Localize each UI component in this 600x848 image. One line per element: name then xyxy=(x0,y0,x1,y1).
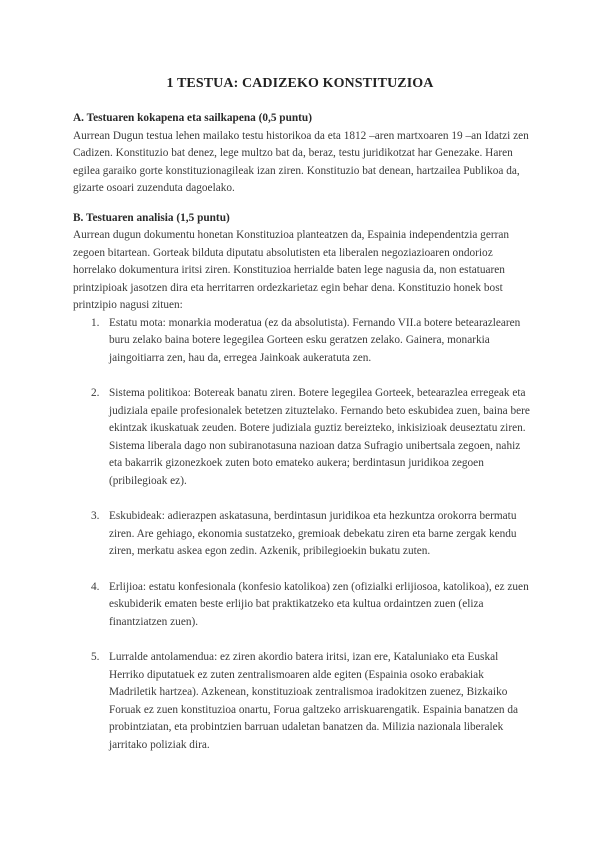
list-item-number: 1. xyxy=(91,316,100,329)
list-item xyxy=(73,579,533,632)
document-title: 1 TESTUA: CADIZEKO KONSTITUZIOA xyxy=(166,76,434,91)
list-item xyxy=(73,649,533,754)
list-item-text: Eskubideak: adierazpen askatasuna, berdintasun juridikoa eta hezkuntza orokorra bermatu ziren. Are gehiago, ekonomia sustatzeko, gremioak debekatu ziren eta barne zergak kendu ziren, merkatu askea egon zedin. Azkenik, pribilegioekin bukatu zuten. xyxy=(109,510,517,557)
list-item-number: 2. xyxy=(91,387,100,399)
document-body xyxy=(73,110,533,772)
list-item xyxy=(73,385,533,490)
list-item xyxy=(73,315,533,368)
principles-list xyxy=(73,315,533,755)
list-item-number: 4. xyxy=(91,580,100,593)
section-b-heading: B. Testuaren analisia (1,5 puntu) xyxy=(73,211,230,224)
list-item-text: Estatu mota: monarkia moderatua (ez da absolutista). Fernando VII.a botere betearazlearen buru zelako baina botere legegilea Gorteen esku geratzen zelako. Gainera, monarkia jaingoitiarra zen, hau da, erregea Jainkoak aukeratuta zen. xyxy=(109,316,521,364)
list-item-number: 3. xyxy=(91,510,100,522)
section-a-text: Aurrean Dugun testua lehen mailako testu historikoa da eta 1812 –aren martxoaren 19 –an Idatzi zen Cadizen. Konstituzio bat denez, lege multzo bat da, beraz, testu juridikotzat har Genezake. Haren egilea garaiko gorte konstituzionagileak izan ziren. Konstituzio bat denean, hartzailea Publikoa da, gizarte osoari zuzenduta dagoelako. xyxy=(73,129,529,194)
list-item-text: Erlijioa: estatu konfesionala (konfesio katolikoa) zen (ofizialki erlijiosoa, katolikoa), ez zuen eskubiderik ematen beste erlijio bat praktikatzeko eta kultua ordaintzen zuen (eliza finantziatzen zuen). xyxy=(109,580,529,628)
list-item xyxy=(73,508,533,561)
list-item-number: 5. xyxy=(91,651,100,663)
section-a-heading: A. Testuaren kokapena eta sailkapena (0,5 puntu) xyxy=(73,112,312,124)
section-spacer xyxy=(73,198,533,210)
list-item-text: Sistema politikoa: Botereak banatu ziren. Botere legegilea Gorteek, betearazlea erregeak eta judiziala epaile profesionalek betetzen zituztelako. Fernando beto eskubidea zuen, baina bere ekintzak ikuskatuak zeuden. Botere judiziala guztiz bereizteko, inkisizioak deuseztatu ziren. Sistema liberala dago non subiranotasuna nazioan datza Sufragio unibertsala zegoen, nahiz eta bakarrik gizonezkoek zuten boto emateko aukera; berdintasun juridikoa zegoen (pribilegioak ez). xyxy=(109,387,530,487)
list-item-text: Lurralde antolamendua: ez ziren akordio batera iritsi, izan ere, Kataluniako eta Euskal Herriko diputatuek ez zuten zentralismoaren alde egiten (Espainia osoko erabakiak Madriletik hartzea). Azkenean, konstituzioak zentralismoa iradokitzen zuenez, Bizkaiko Foruak ez zuen konstituzioa onartu, Forua galtzeko arriskuarengatik. Espainia banatzen da probintziatan, eta probintzien barruan udaletan banatzen da. Milizia nazionala liberalek jarritako poliziak dira. xyxy=(109,651,519,751)
section-b-intro: Aurrean dugun dokumentu honetan Konstituzioa planteatzen da, Espainia independentzia gerran zegoen bitartean. Gorteak bilduta diputatu absolutisten eta liberalen negoziazioaren ondorioz horrelako dokumentura iritsi ziren. Konstituzioa herrialde baten lege nagusia da, non estatuaren printzipioak jasotzen dira eta herritarren ordezkarietaz egin behar dena. Konstituzio honek bost printzipio nagusi zituen: xyxy=(73,229,510,311)
